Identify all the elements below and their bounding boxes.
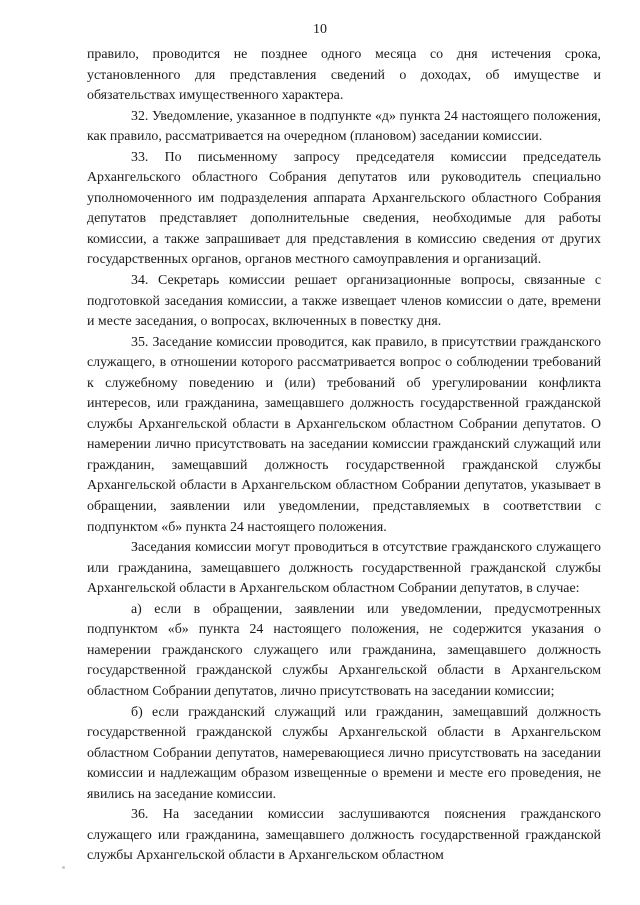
paragraph-35-item-b: б) если гражданский служащий или гражданин, замещавший должность государственной гражданской службы Архангельской области в Архангельском областном Собрании депутатов, намеревающиеся лично присутствовать на заседании комиссии и надлежащим образом извещенные о времени и месте его проведения, не явились на заседание комиссии.: [87, 704, 601, 802]
paragraph-32: 32. Уведомление, указанное в подпункте «д» пункта 24 настоящего положения, как правило, рассматривается на очередном (плановом) заседании комиссии.: [87, 108, 601, 145]
paragraph-35: 35. Заседание комиссии проводится, как правило, в присутствии гражданского служащего, в отношении которого рассматривается вопрос о соблюдении требований к служебному поведению и (или) требований об урегулировании конфликта интересов, или гражданина, замещавшего должность государственной гражданской службы Архангельской области в Архангельском областном Собрании депутатов. О намерении лично присутствовать на заседании комиссии гражданский служащий или гражданин, замещавший должность государственной гражданской службы Архангельской области в Архангельском областном Собрании депутатов, указывает в обращении, заявлении или уведомлении, представляемых в соответствии с подпунктом «б» пункта 24 настоящего положения.: [87, 334, 601, 535]
paragraph-34: 34. Секретарь комиссии решает организационные вопросы, связанные с подготовкой заседания комиссии, а также извещает членов комиссии о дате, времени и месте заседания, о вопросах, включенных в повестку дня.: [87, 273, 601, 330]
document-body: [87, 45, 601, 867]
paragraph-33: 33. По письменному запросу председателя комиссии председатель Архангельского областного Собрания депутатов или руководитель специально уполномоченного им подразделения аппарата Архангельского областного Собрания депутатов представляет дополнительные сведения, необходимые для работы комиссии, а также запрашивает для представления в комиссию сведения от других государственных органов, органов местного самоуправления и организаций.: [87, 149, 601, 268]
paragraph-35-absence: Заседания комиссии могут проводиться в отсутствие гражданского служащего или гражданина, замещавшего должность государственной гражданской службы Архангельской области в Архангельском областном Собрании депутатов, в случае:: [87, 540, 601, 597]
paragraph-36: 36. На заседании комиссии заслушиваются пояснения гражданского служащего или гражданина, замещавшего должность государственной гражданской службы Архангельской области в Архангельском областном: [87, 807, 601, 864]
paragraph-continuation: правило, проводится не позднее одного месяца со дня истечения срока, установленного для представления сведений о доходах, об имуществе и обязательствах имущественного характера.: [87, 47, 601, 104]
page-number: 10: [313, 22, 327, 37]
scan-speck: [62, 866, 65, 869]
paragraph-35-item-a: а) если в обращении, заявлении или уведомлении, предусмотренных подпунктом «б» пункта 24 настоящего положения, не содержится указания о намерении гражданского служащего или гражданина, замещавшего должность государственной гражданской службы Архангельской области в Архангельском областном Собрании депутатов, лично присутствовать на заседании комиссии;: [87, 601, 601, 699]
